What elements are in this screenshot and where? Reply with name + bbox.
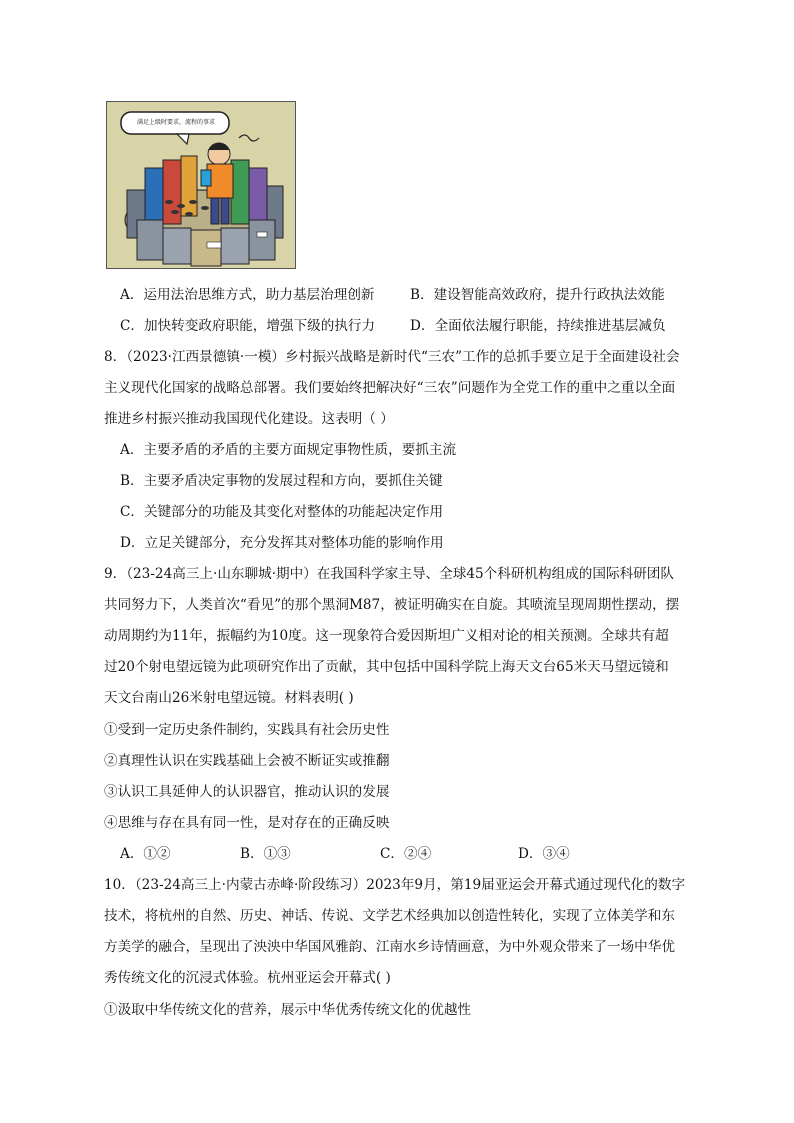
q10-stem-line-2: 技术，将杭州的自然、历史、神话、传说、文学艺术经典加以创造性转化，实现了立体美学和东 <box>104 908 675 924</box>
q9-option-b[interactable]: B．①③ <box>240 846 291 862</box>
q8-stem-line-3: 推进乡村振兴推动我国现代化建设。这表明（ ） <box>104 411 394 427</box>
q9-stem-line-1: 9．（23-24高三上·山东聊城·期中）在我国科学家主导、全球45个科研机构组成的国际科研团队 <box>104 566 674 582</box>
q10-stem-line-3: 方美学的融合，呈现出了泱泱中华国风雅韵、江南水乡诗情画意，为中外观众带来了一场中华优 <box>104 939 675 955</box>
q9-stem-line-3: 动周期约为11年，振幅约为10度。这一现象符合爱因斯坦广义相对论的相关预测。全球共有超 <box>104 628 669 644</box>
q9-statement-2: ②真理性认识在实践基础上会被不断证实或推翻 <box>104 753 390 769</box>
q8-option-a[interactable]: A．主要矛盾的矛盾的主要方面规定事物性质，要抓主流 <box>120 442 457 458</box>
q7-option-b[interactable]: B．建设智能高效政府，提升行政执法效能 <box>410 287 665 303</box>
q9-stem-line-2: 共同努力下，人类首次“看见”的那个黑洞M87，被证明确实在自旋。其喷流呈现周期性摆动，摆 <box>104 597 680 613</box>
q9-statement-4: ④思维与存在具有同一性，是对存在的正确反映 <box>104 815 390 831</box>
q10-statement-1: ①汲取中华传统文化的营养，展示中华优秀传统文化的优越性 <box>104 1002 472 1018</box>
q10-stem-line-1: 10．（23-24高三上·内蒙古赤峰·阶段练习）2023年9月，第19届亚运会开幕式通过现代化的数字 <box>104 877 686 893</box>
q8-option-c[interactable]: C．关键部分的功能及其变化对整体的功能起决定作用 <box>120 504 444 520</box>
q9-option-d[interactable]: D．③④ <box>518 846 570 862</box>
q10-stem-line-4: 秀传统文化的沉浸式体验。杭州亚运会开幕式( ) <box>104 970 391 986</box>
q8-stem-line-1: 8．（2023·江西景德镇·一模）乡村振兴战略是新时代“三农”工作的总抓手要立足于全面建设社会 <box>104 349 680 365</box>
speech-bubble-text: 满足上级时要求，流程的事求 <box>136 119 215 126</box>
q8-option-b[interactable]: B．主要矛盾决定事物的发展过程和方向，要抓住关键 <box>120 473 443 489</box>
q9-statement-3: ③认识工具延伸人的认识器官，推动认识的发展 <box>104 784 390 800</box>
q8-stem-line-2: 主义现代化国家的战略总部署。我们要始终把解决好“三农”问题作为全党工作的重中之重以全面 <box>104 380 676 396</box>
q7-option-c[interactable]: C．加快转变政府职能，增强下级的执行力 <box>120 318 376 334</box>
q9-option-a[interactable]: A．①② <box>120 846 171 862</box>
q7-option-a[interactable]: A．运用法治思维方式，助力基层治理创新 <box>120 287 375 303</box>
q9-option-c[interactable]: C．②④ <box>380 846 432 862</box>
q9-stem-line-4: 过20个射电望远镜为此项研究作出了贡献，其中包括中国科学院上海天文台65米天马望远镜和 <box>104 659 669 675</box>
q8-option-d[interactable]: D．立足关键部分，充分发挥其对整体功能的影响作用 <box>120 535 444 551</box>
q9-stem-line-5: 天文台南山26米射电望远镜。材料表明( ) <box>104 690 354 706</box>
q9-statement-1: ①受到一定历史条件制约，实践具有社会历史性 <box>104 722 390 738</box>
q7-option-d[interactable]: D．全面依法履行职能，持续推进基层减负 <box>410 318 666 334</box>
cartoon-illustration <box>106 101 296 269</box>
